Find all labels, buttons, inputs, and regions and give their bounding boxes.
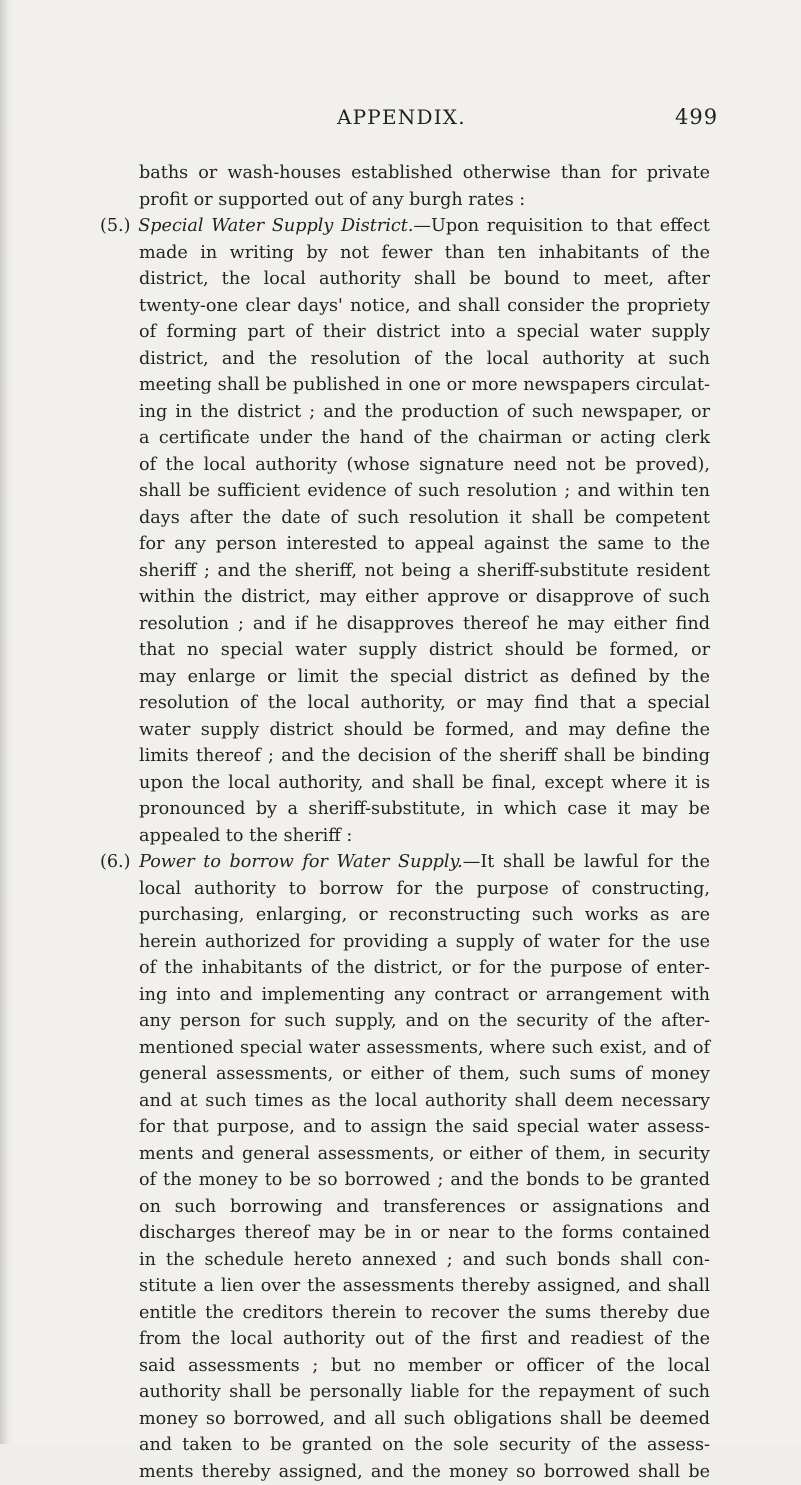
text-line: and at such times as the local authority shall deem necessary [100, 1088, 710, 1115]
text-line: upon the local authority, and shall be final, except where it is [100, 770, 710, 797]
running-head [0, 105, 801, 137]
text-line: ments thereby assigned, and the money so borrowed shall be [100, 1459, 710, 1485]
text-line: of the local authority (whose signature need not be proved), [100, 452, 710, 479]
text-line: in the schedule hereto annexed ; and such bonds shall con- [100, 1247, 710, 1274]
text-line: limits thereof ; and the decision of the sheriff shall be binding [100, 743, 710, 770]
gutter-shadow [0, 0, 14, 1444]
text-line: profit or supported out of any burgh rates : [100, 187, 710, 214]
text-line: herein authorized for providing a supply of water for the use [100, 929, 710, 956]
page-number: 499 [675, 105, 718, 129]
section-5-lead-text: —Upon requisition to that effect [413, 216, 710, 236]
text-line: district, the local authority shall be bound to meet, after [100, 266, 710, 293]
text-line: appealed to the sheriff : [100, 823, 710, 850]
text-line: may enlarge or limit the special district as defined by the [100, 664, 710, 691]
section-6-first-line [100, 849, 710, 876]
text-line: of forming part of their district into a special water supply [100, 319, 710, 346]
text-line: water supply district should be formed, and may define the [100, 717, 710, 744]
text-line: local authority to borrow for the purpose of constructing, [100, 876, 710, 903]
text-line: twenty-one clear days' notice, and shall consider the propriety [100, 293, 710, 320]
section-5-first-line [100, 213, 710, 240]
text-line: of the inhabitants of the district, or for the purpose of enter- [100, 955, 710, 982]
text-line: that no special water supply district should be formed, or [100, 637, 710, 664]
body-text [100, 160, 710, 1485]
text-line: for that purpose, and to assign the said special water assess- [100, 1114, 710, 1141]
text-line: within the district, may either approve or disapprove of such [100, 584, 710, 611]
text-line: baths or wash-houses established otherwise than for private [100, 160, 710, 187]
text-line: ing in the district ; and the production of such newspaper, or [100, 399, 710, 426]
text-line: authority shall be personally liable for the repayment of such [100, 1379, 710, 1406]
text-line: general assessments, or either of them, such sums of money [100, 1061, 710, 1088]
section-6-number: (6.) [100, 852, 131, 872]
section-5-heading: Special Water Supply District. [138, 216, 413, 236]
text-line: entitle the creditors therein to recover the sums thereby due [100, 1300, 710, 1327]
section-5-number: (5.) [100, 216, 131, 236]
text-line: any person for such supply, and on the security of the after- [100, 1008, 710, 1035]
text-line: a certificate under the hand of the chairman or acting clerk [100, 425, 710, 452]
text-line: resolution of the local authority, or may find that a special [100, 690, 710, 717]
text-line: purchasing, enlarging, or reconstructing such works as are [100, 902, 710, 929]
running-title: APPENDIX. [337, 105, 466, 129]
text-line: for any person interested to appeal against the same to the [100, 531, 710, 558]
text-line: made in writing by not fewer than ten inhabitants of the [100, 240, 710, 267]
text-line: money so borrowed, and all such obligations shall be deemed [100, 1406, 710, 1433]
text-line: said assessments ; but no member or officer of the local [100, 1353, 710, 1380]
text-line: discharges thereof may be in or near to the forms contained [100, 1220, 710, 1247]
text-line: from the local authority out of the first and readiest of the [100, 1326, 710, 1353]
text-line: meeting shall be published in one or more newspapers circulat- [100, 372, 710, 399]
text-line: stitute a lien over the assessments thereby assigned, and shall [100, 1273, 710, 1300]
text-line: pronounced by a sheriff-substitute, in which case it may be [100, 796, 710, 823]
text-line: days after the date of such resolution it shall be competent [100, 505, 710, 532]
text-line: shall be sufficient evidence of such resolution ; and within ten [100, 478, 710, 505]
text-line: district, and the resolution of the local authority at such [100, 346, 710, 373]
text-line: on such borrowing and transferences or assignations and [100, 1194, 710, 1221]
section-6-heading: Power to borrow for Water Supply. [139, 852, 463, 872]
text-line: ing into and implementing any contract or arrangement with [100, 982, 710, 1009]
section-6-lead-text: —It shall be lawful for the [463, 852, 710, 872]
text-line: of the money to be so borrowed ; and the bonds to be granted [100, 1167, 710, 1194]
text-line: mentioned special water assessments, where such exist, and of [100, 1035, 710, 1062]
text-line: ments and general assessments, or either of them, in security [100, 1141, 710, 1168]
text-line: and taken to be granted on the sole security of the assess- [100, 1432, 710, 1459]
text-line: sheriff ; and the sheriff, not being a sheriff-substitute resident [100, 558, 710, 585]
text-line: resolution ; and if he disapproves thereof he may either find [100, 611, 710, 638]
